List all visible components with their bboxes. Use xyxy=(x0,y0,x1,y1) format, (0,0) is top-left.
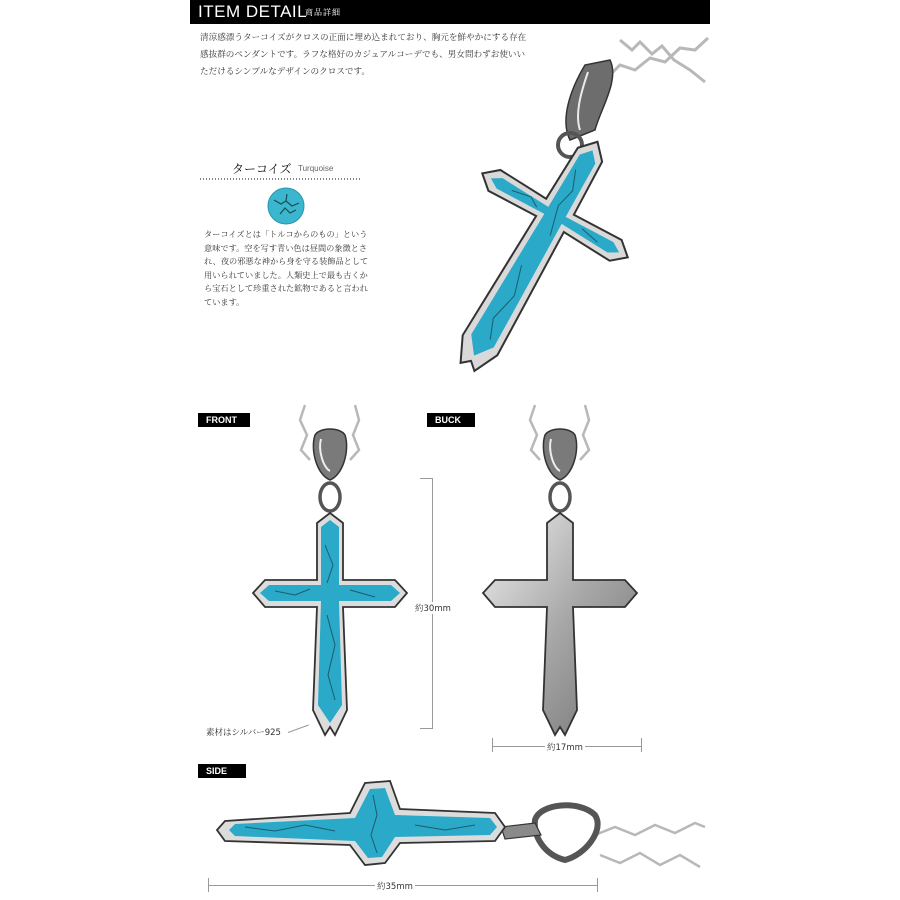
back-pendant-image xyxy=(485,405,645,745)
front-pendant-image xyxy=(255,405,415,745)
width-measurement: 約17mm xyxy=(547,743,583,753)
front-view-label: FRONT xyxy=(198,413,250,427)
height-top-tick xyxy=(420,478,433,479)
turquoise-stone-image xyxy=(266,186,306,226)
length-left-tick xyxy=(208,878,209,892)
turquoise-title-en: Turquoise xyxy=(298,164,334,173)
side-view-label: SIDE xyxy=(198,764,246,778)
width-left-tick xyxy=(492,738,493,752)
width-right-tick xyxy=(641,738,642,752)
height-measurement: 約30mm xyxy=(415,604,451,614)
back-view-label: BUCK xyxy=(427,413,475,427)
turquoise-divider xyxy=(200,178,360,180)
intro-text: 清涼感漂うターコイズがクロスの正面に埋め込まれており、胸元を鮮やかにする存在感抜群のペンダントです。ラフな格好のカジュアルコーデでも、男女問わずお使いいただけるシンプルなデザインのクロスです。 xyxy=(200,33,527,77)
turquoise-title: ターコイズ xyxy=(232,162,292,176)
header-subtitle: 商品詳細 xyxy=(305,8,341,17)
hero-pendant-image xyxy=(370,20,710,400)
length-right-tick xyxy=(597,878,598,892)
header-title: ITEM DETAIL xyxy=(198,2,308,21)
turquoise-description: ターコイズとは「トルコからのもの」という意味です。空を写す青い色は昼間の象徴とされ、夜の邪悪な神から身を守る装飾品として用いられていました。人類史上で最も古くから宝石として珍重された鉱物であると言われています。 xyxy=(204,229,369,307)
side-pendant-image xyxy=(205,775,705,880)
material-label: 素材はシルバー925 xyxy=(206,728,281,738)
height-bottom-tick xyxy=(420,728,433,729)
length-measurement: 約35mm xyxy=(377,882,413,892)
